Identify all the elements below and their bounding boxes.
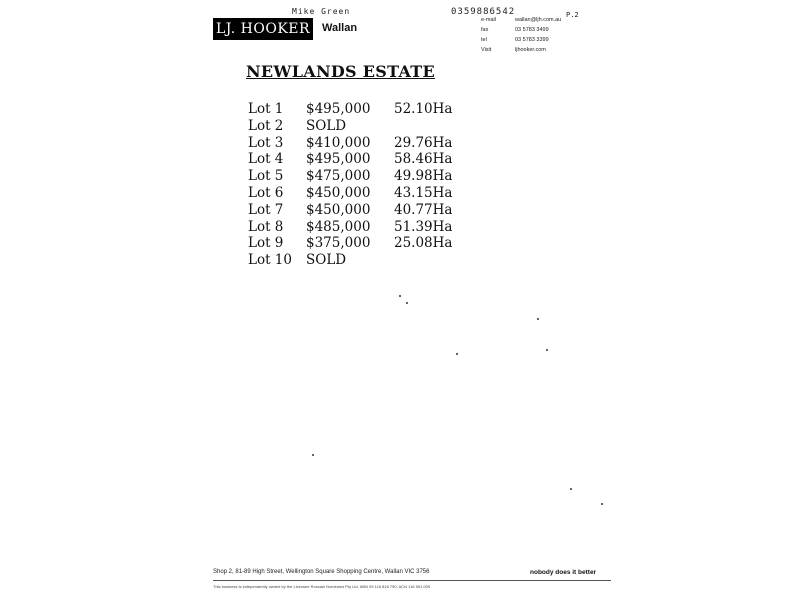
lot-area: 49.98Ha	[394, 168, 453, 185]
lot-area: 51.39Ha	[394, 218, 453, 235]
scan-speck	[570, 488, 572, 490]
lot-area: 25.08Ha	[394, 235, 453, 252]
branch-name: Wallan	[322, 22, 358, 34]
lot-area: 40.77Ha	[394, 201, 453, 218]
lot-number: Lot 2	[248, 117, 284, 134]
lot-number: Lot 1	[248, 101, 284, 117]
lot-number: Lot 5	[248, 168, 284, 185]
footer-divider	[213, 580, 611, 581]
footer-fine-print: This business is independently owned by the Licensee Rossian Nominees Pty Ltd. ABN 99 116 816 790, ACN 116 551 009	[213, 584, 431, 589]
lot-price: SOLD	[306, 252, 347, 269]
scan-speck	[456, 353, 458, 355]
logo-text: LJ. HOOKER	[215, 21, 311, 37]
lot-price: SOLD	[306, 117, 347, 134]
contact-tel: tel 03 5783 3399	[481, 37, 549, 43]
scan-speck	[399, 295, 401, 297]
lot-number: Lot 3	[248, 134, 284, 151]
lot-area: 43.15Ha	[394, 184, 453, 201]
lot-price: $450,000	[306, 201, 371, 218]
lot-area: 29.76Ha	[394, 134, 453, 151]
scan-speck	[601, 503, 603, 505]
lot-price: $375,000	[306, 235, 371, 252]
lot-number: Lot 7	[248, 201, 284, 218]
lot-area: 52.10Ha	[394, 101, 453, 117]
contact-email: e-mail wallan@ljh.com.au	[481, 17, 562, 23]
lot-price: $410,000	[306, 134, 371, 151]
scan-speck	[546, 349, 548, 351]
contact-website: Visit ljhooker.com	[481, 47, 546, 53]
lot-number: Lot 6	[248, 184, 284, 201]
footer-address: Shop 2, 81-89 High Street, Wellington Square Shopping Centre, Wallan VIC 3756	[213, 569, 430, 575]
contact-block	[481, 15, 561, 55]
lot-price: $495,000	[306, 151, 371, 168]
ljhooker-logo	[213, 18, 313, 40]
lot-area: 58.46Ha	[394, 151, 453, 168]
page-title: NEWLANDS ESTATE	[246, 62, 435, 81]
lot-number: Lot 4	[248, 151, 284, 168]
scan-speck	[537, 318, 539, 320]
lot-price: $450,000	[306, 184, 371, 201]
lot-price: $475,000	[306, 168, 371, 185]
lot-number: Lot 9	[248, 235, 284, 252]
lot-number: Lot 8	[248, 218, 284, 235]
lot-number: Lot 10	[248, 252, 292, 269]
lot-price: $485,000	[306, 218, 371, 235]
scan-speck	[406, 302, 408, 304]
fax-sender-name: Mike Green	[292, 7, 351, 16]
footer-tagline: nobody does it better	[530, 569, 597, 576]
lot-price: $495,000	[306, 101, 371, 117]
fax-page-number: P.2	[566, 11, 579, 19]
scan-speck	[312, 454, 314, 456]
fax-number: 0359886542	[451, 7, 516, 17]
contact-fax: fax 03 5783 3499	[481, 27, 549, 33]
